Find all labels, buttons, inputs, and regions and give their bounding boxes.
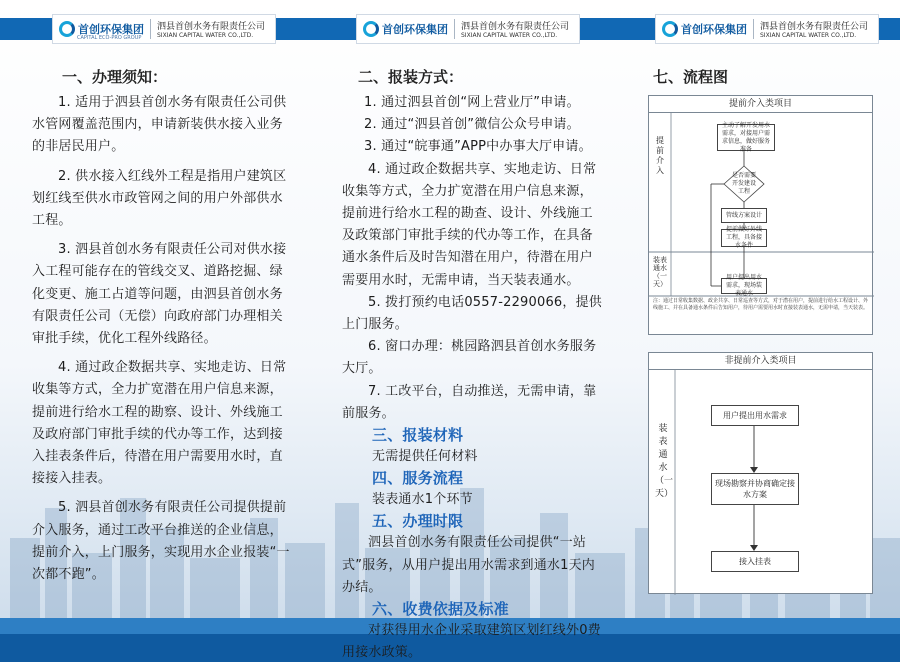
application-item: 3. 通过“皖事通”APP中办事大厅申请。 xyxy=(364,139,592,155)
section-title-process: 四、服务流程 xyxy=(372,469,464,488)
panel-header xyxy=(625,14,900,44)
application-item: 7. 工改平台，自动推送，无需申请，靠前服务。 xyxy=(342,383,597,421)
flow-box-outer-works: 提前做好外线工程，具备接水条件 xyxy=(721,229,767,247)
time-limit-text: 泗县首创水务有限责任公司提供“一站式”服务，从用户提出用水需求到通水1天内办结。 xyxy=(342,535,596,595)
flowchart-title: 提前介入类项目 xyxy=(649,96,872,113)
flowchart-non-early xyxy=(648,352,873,594)
company-name-cn: 泗县首创水务有限责任公司 xyxy=(461,22,570,32)
flow-box-user-request: 用户提出用水需求 xyxy=(711,405,799,426)
company-logo-icon xyxy=(662,21,678,37)
company-logo-block xyxy=(356,14,580,44)
company-name-block xyxy=(454,19,569,39)
flow-decision-build: 是否需要开发建设工程 xyxy=(731,172,756,195)
company-name-en: SIXIAN CAPITAL WATER CO.,LTD. xyxy=(760,32,857,39)
application-item: 1. 通过泗县首创“网上营业厅”申请。 xyxy=(364,95,580,110)
company-name-block xyxy=(150,19,265,39)
section-title-application: 二、报装方式： xyxy=(358,68,464,86)
notice-paragraph: 3. 泗县首创水务有限责任公司对供水接入工程可能存在的管线交叉、道路挖掘、绿化变更、施工占道等问题，由泗县首创水务有限责任公司（无偿）向政府部门办理相关审批手续，优化工程外线路径。 xyxy=(32,242,287,347)
brand-name-en: CAPITAL ECO-PRO GROUP xyxy=(77,35,142,41)
notice-paragraph: 4. 通过政企数据共享、实地走访、日常收集等方式，全力扩宽潜在用户信息来源，提前进行给水工程的勘察、设计、外线施工及政府部门审批手续的代办等工作，达到接入挂表条件后，待潜在用户需要用水时，直接接入挂表。 xyxy=(32,360,287,487)
panel-header xyxy=(320,14,625,44)
flow-box-understand-needs: 主动了解开发用水需求，对接用户需求信息，做好服务准备 xyxy=(717,124,775,151)
section-title-time-limit: 五、办理时限 xyxy=(372,512,464,531)
application-body xyxy=(342,92,604,662)
brand-name: 首创环保集团 xyxy=(78,23,144,36)
flowchart-note: 注：通过日常收集数据、政企共享、日常巡查等方式，对于潜在用户，提前进行给水工程设计、外线施工、并在具备通水条件后告知用户，待用户需要用水时直接装表通水，无需申请，当天装表。 xyxy=(653,298,869,311)
brand-name: 首创环保集团 xyxy=(382,23,448,36)
company-logo-block xyxy=(52,14,276,44)
flow-box-design: 管线方案设计 xyxy=(721,208,767,223)
section-title-fees: 六、收费依据及标准 xyxy=(372,600,509,619)
fees-text: 对获得用水企业采取建筑区划红线外0费用接水政策。 xyxy=(342,623,601,661)
company-name-en: SIXIAN CAPITAL WATER CO.,LTD. xyxy=(157,32,254,39)
notice-paragraph: 2. 供水接入红线外工程是指用户建筑区划红线至供水市政管网之间的用户外部供水工程。 xyxy=(32,168,287,229)
application-item: 4. 通过政企数据共享、实地走访、日常收集等方式，全力扩宽潜在用户信息来源，提前进行给水工程的勘查、设计、外线施工及政策部门审批手续的代办等工作，在具备通水条件后及时告知潜在用户，待潜在用户需要用水时，无需申请，当天装表通水。 xyxy=(342,161,597,288)
flow-box-connect-meter: 接入挂表 xyxy=(711,551,799,572)
application-item: 6. 窗口办理：桃园路泗县首创水务服务大厅。 xyxy=(342,339,597,377)
flowchart-title: 非提前介入类项目 xyxy=(649,353,872,370)
lane-label-early: 提前介入 xyxy=(656,136,664,175)
lane-label-install: 装表通水（一天） xyxy=(653,256,667,288)
company-logo-icon xyxy=(59,21,75,37)
panel-header xyxy=(0,14,320,44)
panel-application xyxy=(320,0,625,661)
process-text: 装表通水1个环节 xyxy=(372,492,473,508)
flow-box-site-survey: 现场勘察并协商确定接水方案 xyxy=(711,473,799,505)
notice-paragraph: 5. 泗县首创水务有限责任公司提供提前介入服务，通过工改平台推送的企业信息，提前介入，上门服务，实现用水企业报装“一次都不跑”。 xyxy=(32,500,290,583)
notice-paragraph: 1. 适用于泗县首创水务有限责任公司供水管网覆盖范围内，申请新装供水接入业务的非居民用户。 xyxy=(32,95,287,155)
brand-name: 首创环保集团 xyxy=(681,23,747,36)
notice-body xyxy=(32,92,294,586)
panel-notice xyxy=(0,0,320,618)
company-name-block xyxy=(753,19,868,39)
lane-label-install: 装表通水（一天） xyxy=(655,424,674,499)
company-logo-icon xyxy=(363,21,379,37)
company-name-en: SIXIAN CAPITAL WATER CO.,LTD. xyxy=(461,32,558,39)
application-item: 2. 通过“泗县首创”微信公众号申请。 xyxy=(364,117,580,133)
section-title-materials: 三、报装材料 xyxy=(372,426,464,445)
section-title-notice: 一、办理须知： xyxy=(62,68,168,86)
company-logo-block xyxy=(655,14,879,44)
materials-text: 无需提供任何材料 xyxy=(372,449,478,465)
flow-box-install-water: 用户提出用水需求，现场装表通水 xyxy=(721,278,767,294)
company-name-cn: 泗县首创水务有限责任公司 xyxy=(157,22,266,32)
section-title-flowchart: 七、流程图 xyxy=(653,68,729,86)
company-name-cn: 泗县首创水务有限责任公司 xyxy=(760,22,869,32)
flowchart-early-intervention xyxy=(648,95,873,335)
application-item: 5. 拨打预约电话0557-2290066，提供上门服务。 xyxy=(342,294,603,333)
